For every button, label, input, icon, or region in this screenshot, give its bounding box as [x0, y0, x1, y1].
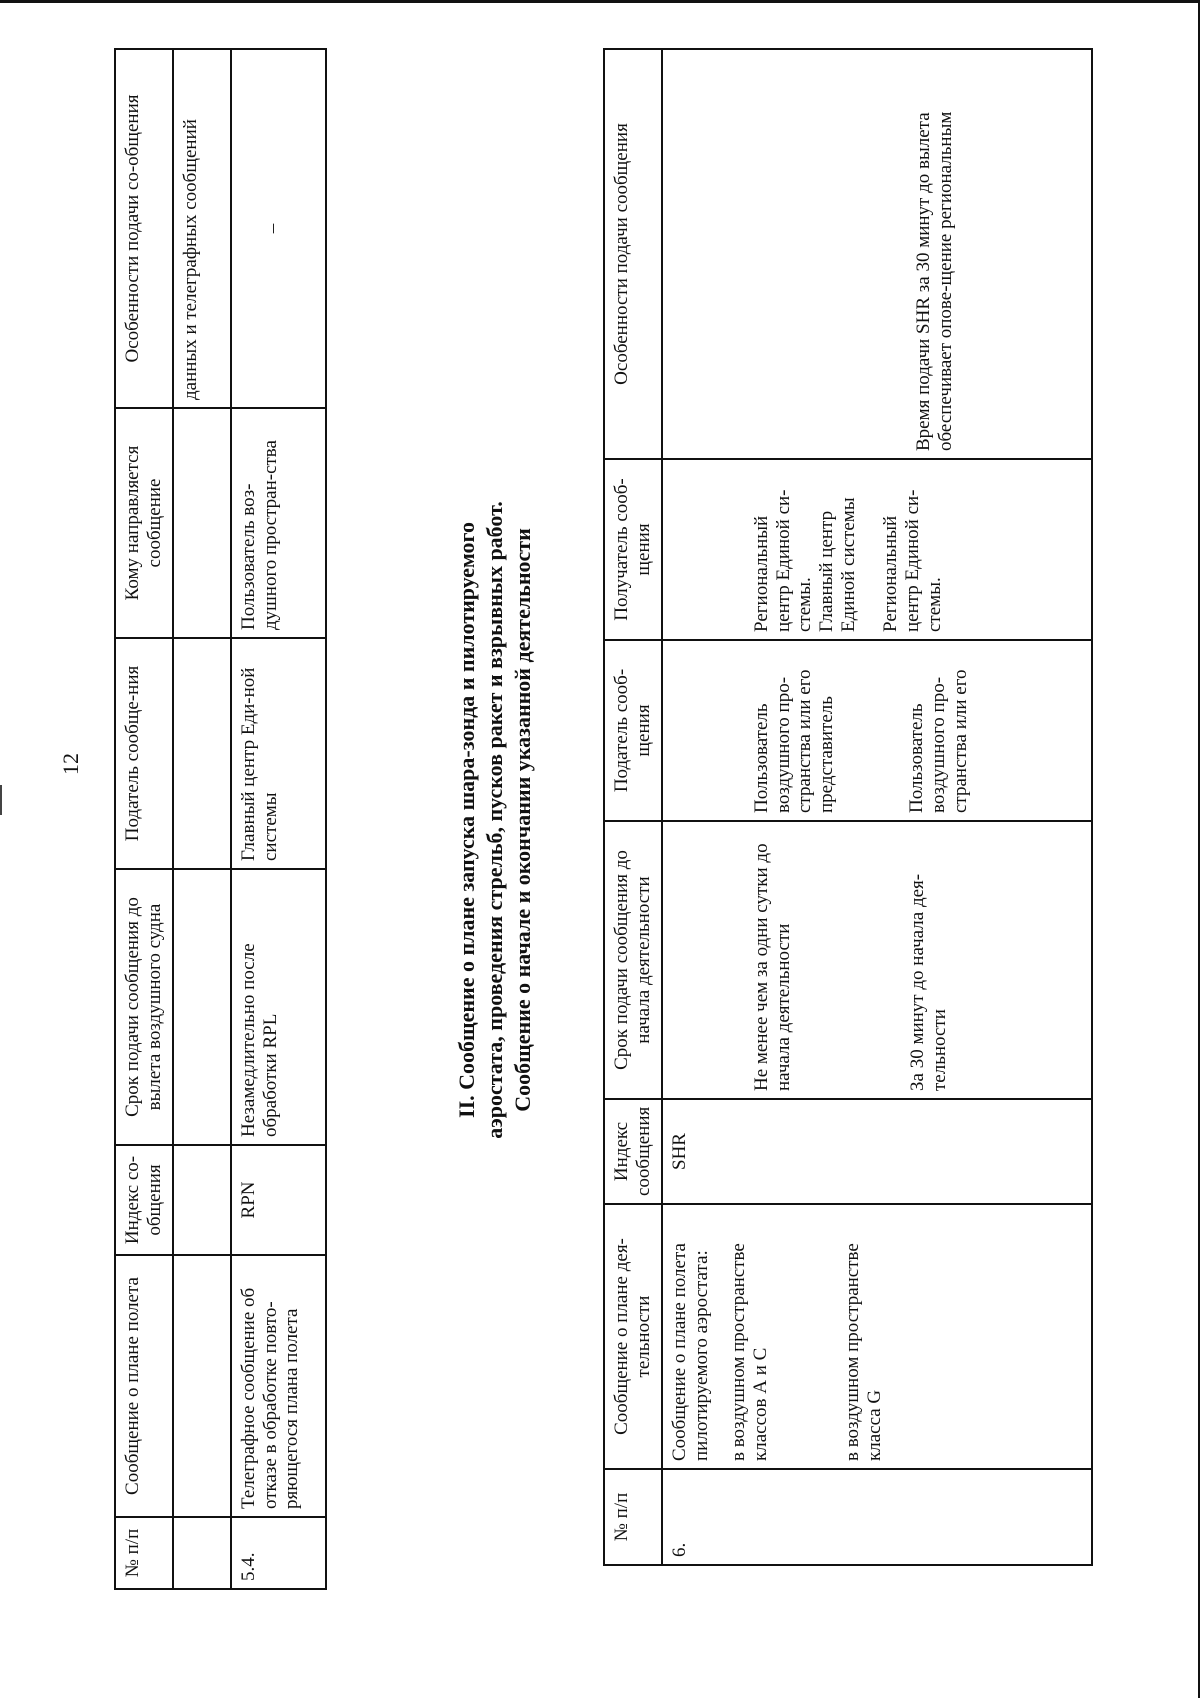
header-num: № п/п: [604, 1469, 662, 1565]
cell-empty: [173, 638, 231, 869]
header-deadline: Срок подачи сообщения до начала деятельности: [604, 821, 662, 1099]
activity-plan-table: [603, 48, 1093, 1566]
section-title-line1: II. Сообщение о плане запуска шара-зонда и пилотируемого: [454, 522, 479, 1118]
cell-features-cont: данных и телеграфных сообщений: [173, 49, 231, 408]
cell-features: –: [231, 49, 326, 408]
cell-empty: [173, 408, 231, 638]
section-title-line3: Сообщение о начале и окончании указанной деятельности: [510, 528, 536, 1112]
table-row: [173, 49, 231, 1589]
header-message: Сообщение о плане дея-тельности: [604, 1204, 662, 1469]
header-index: Индекс сообщения: [604, 1099, 662, 1204]
sender-a: Пользователь воздушного про-странства или его представитель: [750, 669, 838, 813]
deadline-a: Не менее чем за одни сутки до начала деятельности: [750, 843, 794, 1091]
cell-empty: [173, 1517, 231, 1589]
cell-empty: [173, 1145, 231, 1255]
flight-plan-table-continued: [114, 48, 327, 1590]
deadline-g: За 30 минут до начала дея-тельности: [907, 873, 951, 1091]
section-title-line2: аэростата, проведения стрельб, пусков ракет и взрывных работ.: [482, 501, 508, 1139]
cell-features: [662, 49, 1092, 459]
cell-deadline: Незамедлительно после обработки RPL: [231, 869, 326, 1145]
cell-sender: [662, 640, 1092, 821]
recipient-g: Региональный центр Единой си-стемы.: [879, 489, 945, 632]
header-recipient: Кому направляется сообщение: [115, 408, 173, 638]
cell-deadline: [662, 821, 1092, 1099]
message-title: Сообщение о плане полета пилотируемого аэростата:: [668, 1243, 712, 1461]
header-recipient: Получатель сооб-щения: [604, 459, 662, 640]
header-sender: Податель сооб-щения: [604, 640, 662, 821]
header-features: Особенности подачи сообщения: [604, 49, 662, 459]
header-features: Особенности подачи со-общения: [115, 49, 173, 408]
recipient-a2: Главный центр Единой системы: [816, 497, 860, 632]
cell-message: Телеграфное сообщение об отказе в обработке повто-ряющегося плана полета: [231, 1255, 326, 1517]
message-sub-g: в воздушном пространстве класса G: [842, 1243, 885, 1461]
page-number: 12: [58, 753, 83, 775]
header-index: Индекс со-общения: [115, 1145, 173, 1255]
cell-message: [662, 1204, 1092, 1469]
cell-recipient: Пользователь воз-душного простран-ства: [231, 408, 326, 638]
cell-sender: Главный центр Еди-ной системы: [231, 638, 326, 869]
recipient-a1: Региональный центр Единой си-стемы.: [750, 489, 816, 632]
features-g: Время подачи SHR за 30 минут до вылета обеспечивает опове-щение региональным: [912, 111, 956, 451]
table-row: [231, 49, 326, 1589]
table-header-row: [115, 49, 173, 1589]
cell-num: 6.: [662, 1469, 1092, 1565]
header-deadline: Срок подачи сообщения до вылета воздушного судна: [115, 869, 173, 1145]
cell-index: RPN: [231, 1145, 326, 1255]
cell-num: 5.4.: [231, 1517, 326, 1589]
table-header-row: [604, 49, 662, 1565]
section-title: [453, 260, 537, 1380]
cell-recipient: [662, 459, 1092, 640]
cell-empty: [173, 869, 231, 1145]
cell-empty: [173, 1255, 231, 1517]
table-row: [662, 49, 1092, 1565]
header-num: № п/п: [115, 1517, 173, 1589]
cell-index: SHR: [662, 1099, 1092, 1204]
header-sender: Податель сообще-ния: [115, 638, 173, 869]
message-sub-a: в воздушном пространстве классов А и С: [728, 1243, 772, 1461]
sender-g: Пользователь воздушного про-странства или его: [906, 669, 971, 813]
header-message: Сообщение о плане полета: [115, 1255, 173, 1517]
